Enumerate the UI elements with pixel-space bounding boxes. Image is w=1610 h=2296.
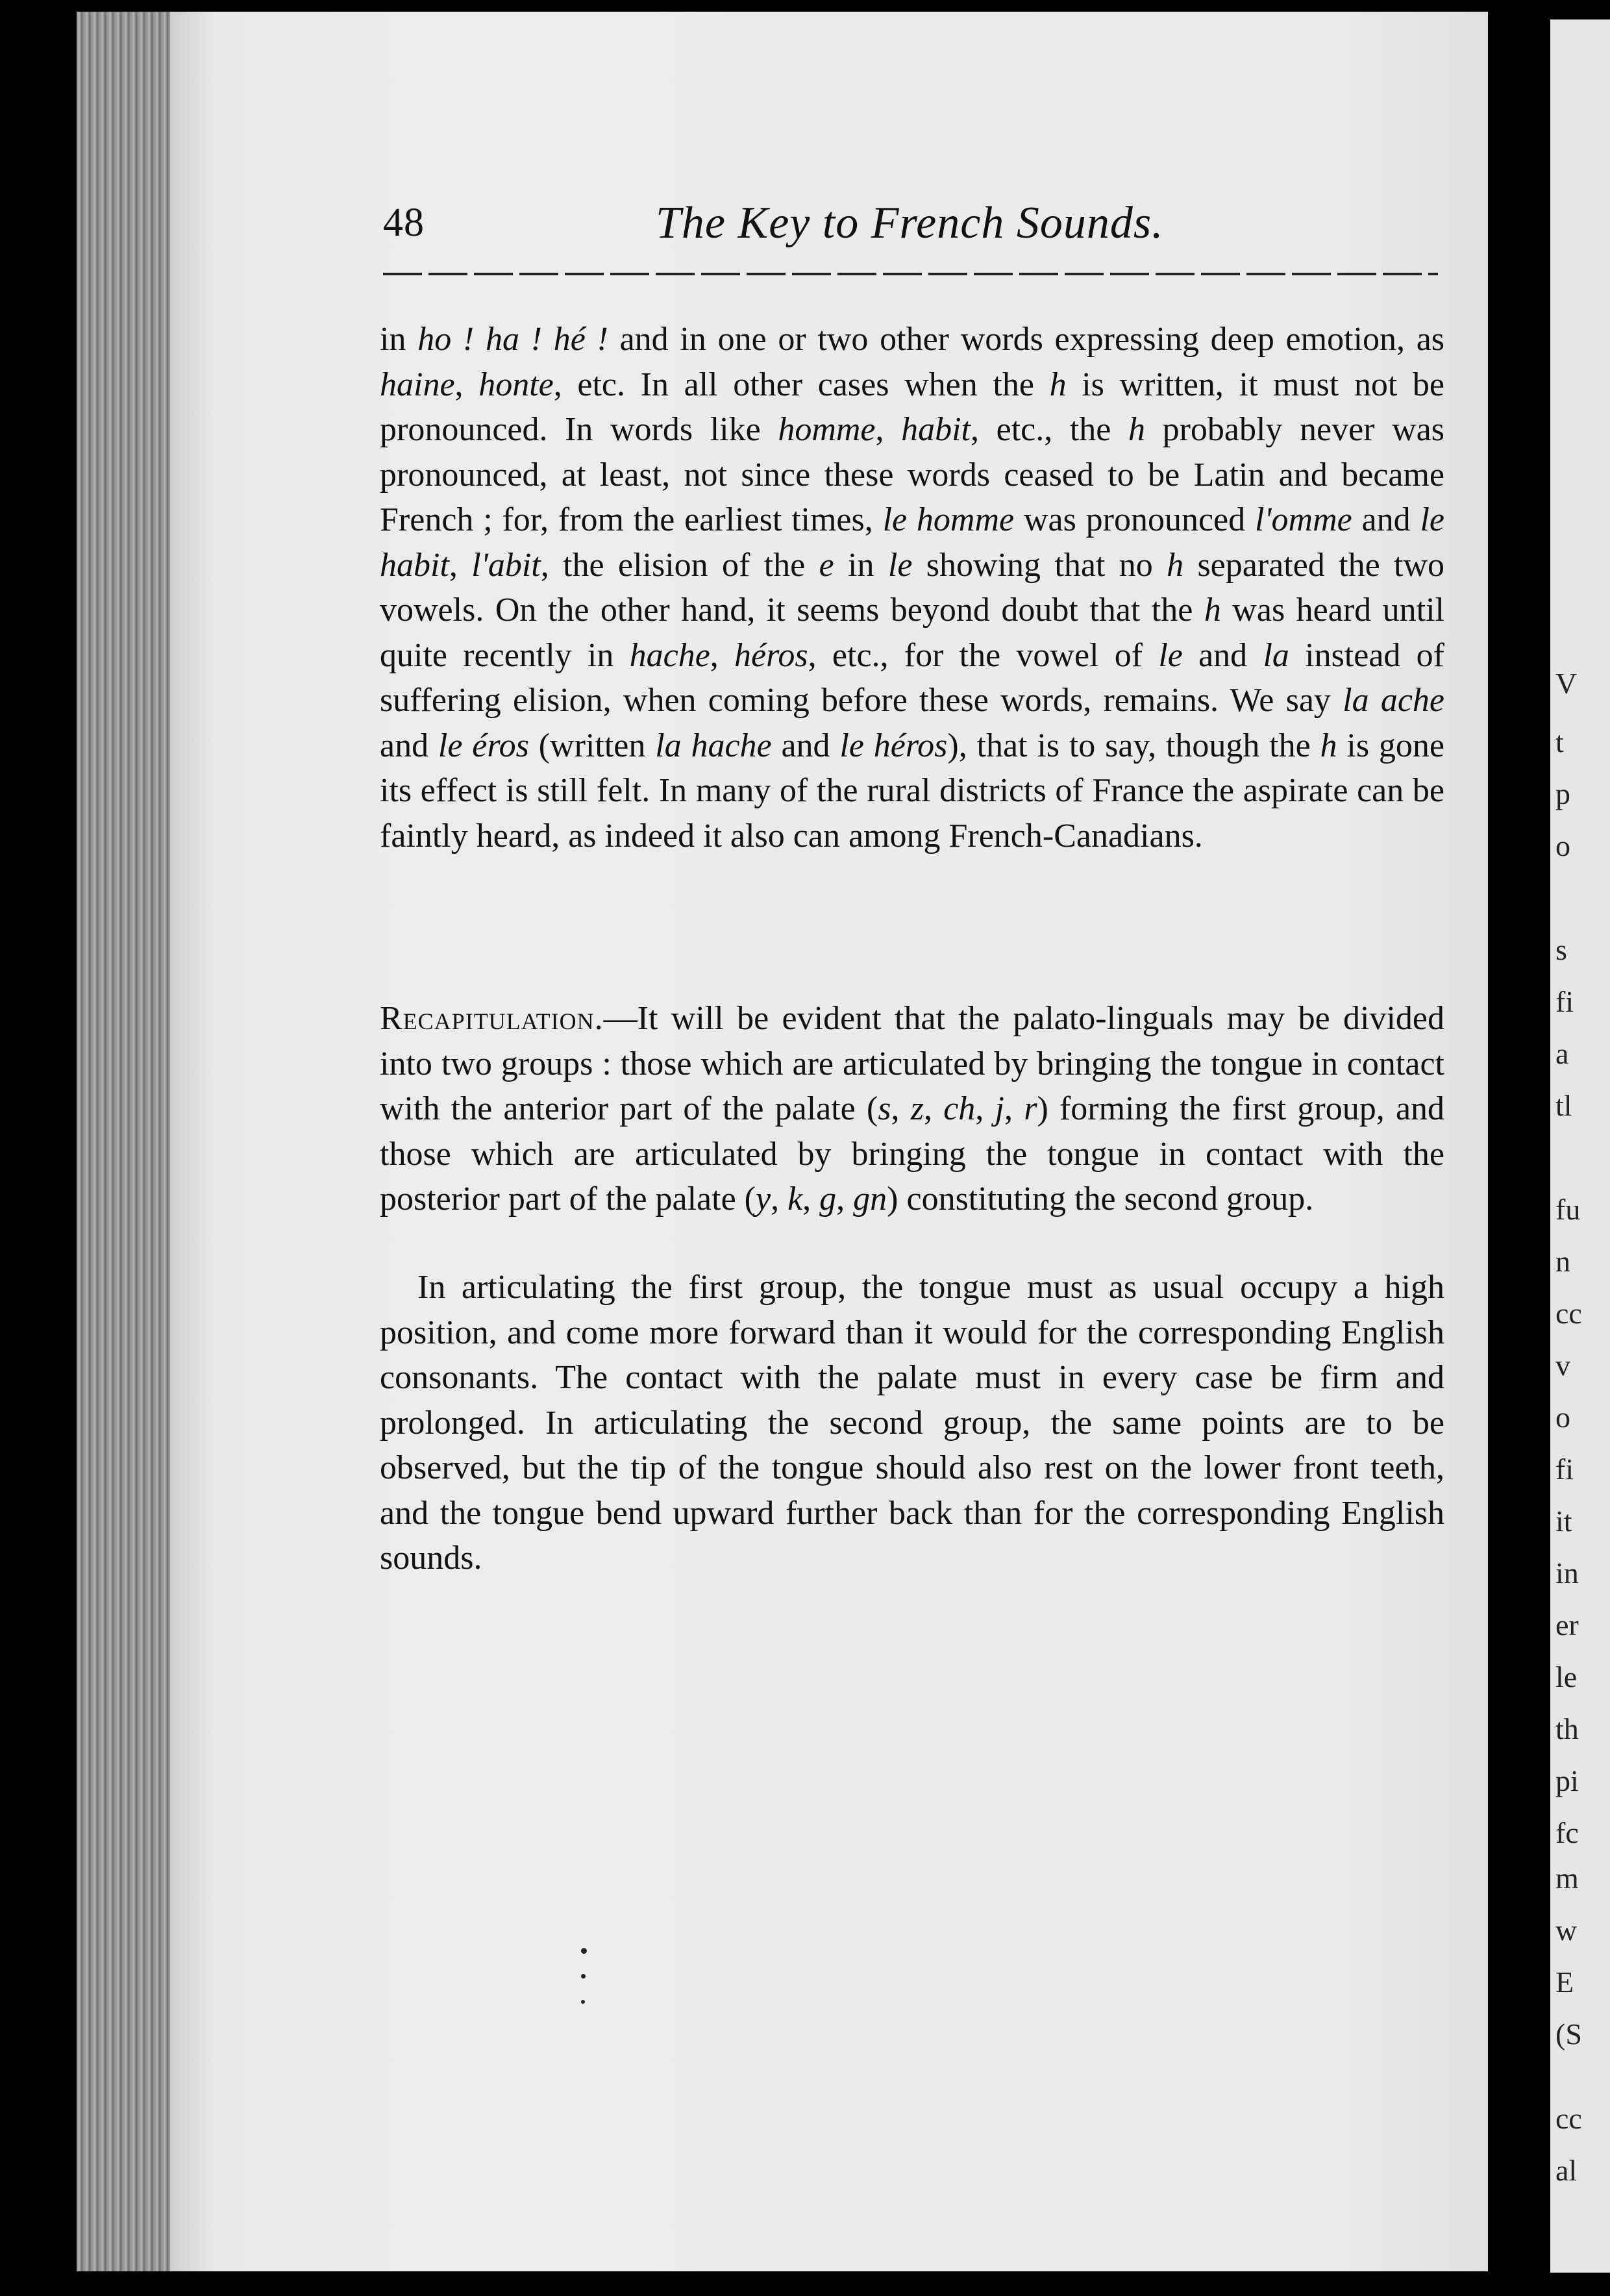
facing-page-text-fragment: (S [1555,2017,1582,2051]
facing-page-text-fragment: tl [1555,1089,1572,1122]
facing-page-text-fragment: V [1555,667,1578,700]
text-run: showing that no [912,546,1167,584]
facing-page-text-fragment: cc [1555,2102,1582,2135]
facing-page-text-fragment: er [1555,1608,1579,1641]
facing-page-text-fragment: fc [1555,1816,1579,1849]
facing-page-text-fragment: v [1555,1349,1570,1382]
italic-run: h [1320,727,1337,764]
text-run: is gone its effect is still felt. In many of the rural districts of France the aspirate can be faintly heard, as indeed it also can among French-Canadians. [380,727,1444,855]
facing-page-text-fragment: cc [1555,1297,1582,1330]
facing-page-text-fragment: le [1555,1660,1578,1693]
italic-run: r [1024,1090,1037,1127]
text-run: , [710,636,735,674]
italic-run: la ache [1343,682,1445,719]
facing-page-fragment [1550,19,1610,2273]
text-run: is written, it must not be pronounced. In words like [380,366,1445,448]
facing-page-text-fragment: o [1555,1401,1570,1434]
text-run: was heard until quite recently in [380,592,1444,674]
page-number: 48 [383,201,425,245]
text-run: , [802,1180,820,1217]
italic-run: h [1167,546,1184,584]
italic-run: le [1158,636,1183,674]
facing-page-text-fragment: s [1555,933,1567,966]
text-run: separated the two vowels. On the other hand, it seems beyond doubt that the [380,546,1445,629]
paragraph-recapitulation [380,996,1444,1222]
italic-run: g [819,1180,837,1217]
facing-page-text-fragment: m [1555,1862,1579,1895]
page-header [383,195,1448,253]
facing-page-text-fragment: w [1555,1914,1578,1947]
facing-page-text-fragment: it [1555,1504,1572,1538]
text-run: In articulating the first group, the tongue must as usual occupy a high position, and come more forward than it would for the corresponding English consonants. The contact with the palate must in every case be firm and prolonged. In articulating the second group, the same points are to be observed, but the tip of the tongue should also rest on the lower front teeth, and the tongue bend upward further back than for the corresponding English sounds. [380,1269,1444,1577]
italic-run: le habit [380,501,1444,584]
facing-page-text-fragment: th [1555,1712,1579,1745]
paragraph-aspirate-h [380,317,1444,858]
italic-run: h [1204,592,1221,629]
facing-page-text-fragment: pi [1555,1764,1579,1797]
text-run: , etc., for the vowel of [808,636,1159,674]
text-run: ) forming the first group, and those which are articulated by bringing the tongue in contact with the posterior part of the palate ( [380,1090,1445,1217]
text-run: , the elision of the [540,546,819,584]
facing-page-text-fragment: fi [1555,1453,1574,1486]
italic-run: l'abit [471,546,541,584]
text-run: , [449,546,472,584]
italic-run: y [755,1180,771,1217]
text-run: ) constituting the second group. [887,1180,1314,1217]
text-run: and [1182,636,1263,674]
facing-page-text-fragment: in [1555,1556,1579,1590]
italic-run: le héros [839,727,948,764]
text-run: (written [528,727,656,764]
italic-run: la hache [655,727,772,764]
section-heading: Recapitulation. [380,1000,604,1037]
italic-run: haine [380,366,455,403]
italic-run: k [787,1180,803,1217]
text-run: —It will be evident that the palato-linguals may be divided into two groups : those which are articulated by bringing the tongue in contact with the anterior part of the palate ( [380,1000,1444,1127]
running-title: The Key to French Sounds. [656,198,1164,248]
text-run: , etc., the [971,411,1128,448]
facing-page-text-fragment: n [1555,1245,1570,1278]
text-run: , [924,1090,944,1127]
scan-speck [581,1974,586,1978]
text-run: , [875,411,902,448]
text-run: in [834,546,888,584]
facing-page-text-fragment: al [1555,2154,1578,2187]
italic-run: honte [478,366,554,403]
italic-run: j [995,1090,1004,1127]
text-run: in [380,321,418,358]
facing-page-text-fragment: a [1555,1037,1569,1070]
text-run: and in one or two other words expressing deep emotion, as [608,321,1445,358]
text-run: ), that is to say, though the [947,727,1320,764]
text-run: , [836,1180,854,1217]
text-run: and [380,727,438,764]
text-run: , [1004,1090,1024,1127]
italic-run: s [878,1090,891,1127]
italic-run: le éros [438,727,529,764]
text-run: , etc. In all other cases when the [553,366,1050,403]
italic-run: h [1049,366,1067,403]
facing-page-text-fragment: fu [1555,1193,1581,1226]
text-run: instead of suffering elision, when coming before these words, remains. We say [380,636,1444,719]
facing-page-text-fragment: E [1555,1965,1574,1999]
scan-speck [581,2000,585,2004]
facing-page-text-fragment: t [1555,725,1564,758]
facing-page-text-fragment: fi [1555,985,1574,1018]
italic-run: ho ! ha ! hé ! [417,321,608,358]
text-run: , [975,1090,995,1127]
text-run: was pronounced [1014,501,1255,538]
italic-run: le [887,546,913,584]
italic-run: la [1263,636,1289,674]
italic-run: homme [778,411,876,448]
italic-run: z [910,1090,924,1127]
italic-run: habit [901,411,971,448]
text-run: probably never was pronounced, at least, not since these words ceased to be Latin and became French ; for, from the earliest times, [380,411,1444,538]
book-gutter [1488,0,1550,2296]
text-run: , [771,1180,788,1217]
scan-speck [581,1948,587,1954]
header-rule [383,273,1438,275]
italic-run: ch [943,1090,976,1127]
text-run: , [454,366,479,403]
paragraph-articulation [380,1265,1444,1581]
italic-run: l'omme [1254,501,1352,538]
text-run: and [771,727,840,764]
facing-page-text-fragment: p [1555,777,1570,810]
italic-run: h [1128,411,1145,448]
facing-page-text-fragment: o [1555,829,1570,862]
text-run: , [891,1090,911,1127]
book-page-edges [77,12,173,2271]
italic-run: le homme [882,501,1015,538]
italic-run: héros [734,636,808,674]
text-run: and [1352,501,1420,538]
italic-run: e [819,546,834,584]
italic-run: hache [629,636,710,674]
italic-run: gn [853,1180,887,1217]
